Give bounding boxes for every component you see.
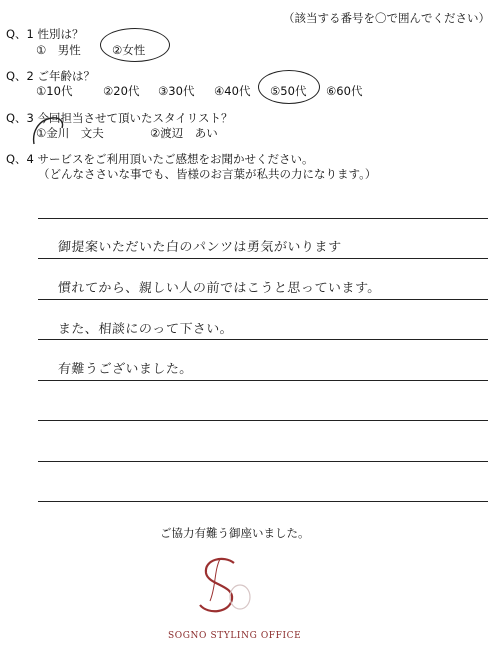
q3-option-kanagawa[interactable]: ①金川 文夫	[36, 126, 104, 140]
q2-option-10s[interactable]: ①10代	[36, 84, 73, 98]
selection-circle-female	[100, 28, 170, 62]
answer-line-3	[38, 299, 488, 300]
handwritten-answer-line-1: 御提案いただいた白のパンツは勇気がいります	[57, 240, 342, 255]
question-1-label: Q、1 性別は？	[6, 27, 84, 41]
handwritten-answer-line-3: また、相談にのって下さい。	[57, 322, 234, 337]
q2-option-40s[interactable]: ④40代	[214, 84, 251, 98]
answer-line-8	[38, 501, 488, 502]
question-4-subnote: （どんなささいな事でも、皆様のお言葉が私共の力になります。）	[38, 167, 377, 181]
question-2-label: Q、2 ご年齢は？	[6, 69, 96, 83]
q3-option-watanabe[interactable]: ②渡辺 あい	[150, 126, 218, 140]
handwritten-answer-line-4: 有難うございました。	[57, 362, 194, 377]
q2-option-60s[interactable]: ⑥60代	[326, 84, 363, 98]
answer-line-4	[38, 339, 488, 340]
handwritten-answer-line-2: 慣れてから、親しい人の前ではこうと思っています。	[57, 281, 382, 296]
q1-option-female[interactable]: ②女性	[112, 43, 146, 57]
q2-option-50s[interactable]: ⑤50代	[270, 84, 307, 98]
instruction-note: （該当する番号を〇で囲んでください）	[283, 11, 490, 25]
thank-you-message: ご協力有難う御座いました。	[160, 526, 310, 540]
selection-circle-50s	[258, 70, 320, 104]
answer-line-1	[38, 218, 488, 219]
question-3-label: Q、3 今回担当させて頂いたスタイリスト？	[6, 111, 233, 125]
sogno-logo-icon	[190, 553, 260, 623]
answer-line-6	[38, 420, 488, 421]
answer-line-2	[38, 258, 488, 259]
question-4-label: Q、4 サービスをご利用頂いたご感想をお聞かせください。	[6, 152, 314, 166]
q2-option-20s[interactable]: ②20代	[103, 84, 140, 98]
answer-line-7	[38, 461, 488, 462]
answer-line-5	[38, 380, 488, 381]
selection-mark-kanagawa	[30, 114, 70, 148]
q2-option-30s[interactable]: ③30代	[158, 84, 195, 98]
brand-name: SOGNO STYLING OFFICE	[168, 631, 302, 641]
q1-option-male[interactable]: ① 男性	[36, 43, 81, 57]
